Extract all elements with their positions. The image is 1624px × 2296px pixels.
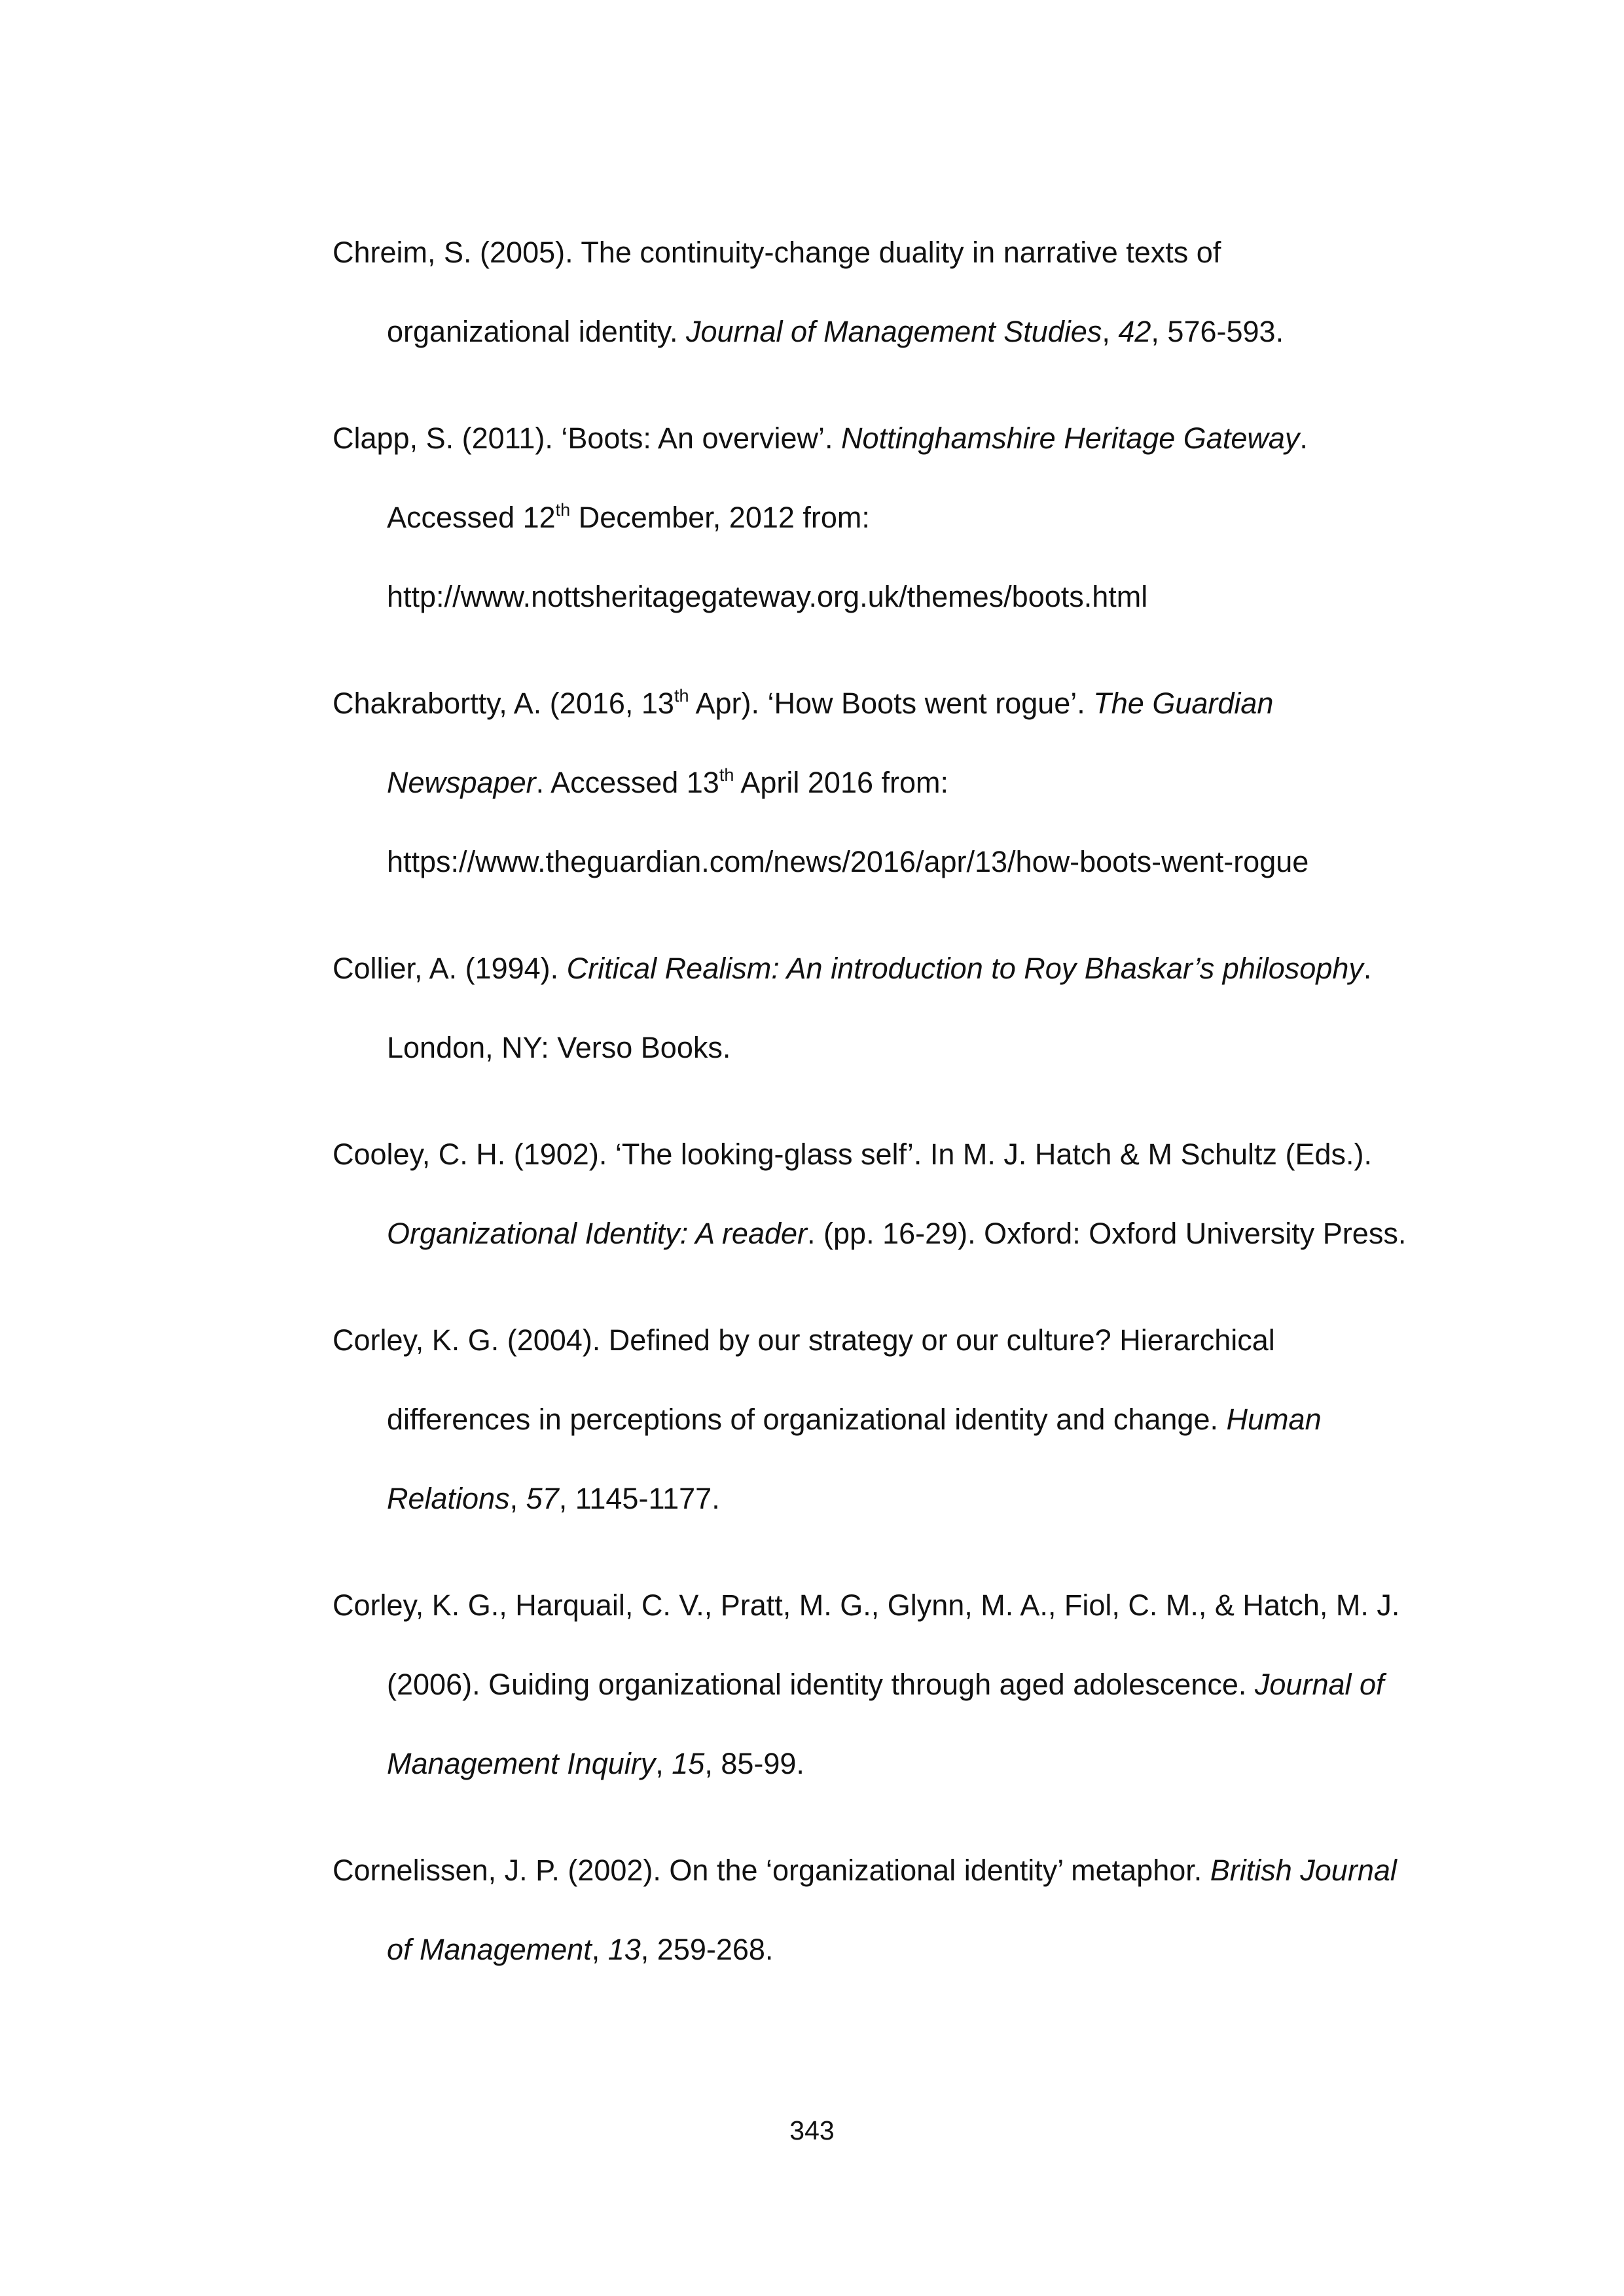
reference-continuation-line [387,1400,1322,1439]
reference-first-line [333,1135,1372,1174]
text-run: . Accessed 13 [535,766,719,799]
italic-text: Critical Realism: An introduction to Roy Bhaskar’s philosophy [566,952,1363,985]
text-run: Apr). ‘How Boots went rogue’. [689,687,1094,720]
text-run: . (pp. 16-29). Oxford: Oxford University Press. [807,1217,1407,1250]
text-run: organizational identity. [387,315,686,348]
reference-continuation-line [387,1214,1406,1253]
text-run: , 85-99. [704,1747,804,1780]
reference-continuation-line [387,1028,731,1067]
text-run: Corley, K. G. (2004). Defined by our strategy or our culture? Hierarchical [333,1323,1275,1357]
italic-text: British Journal [1210,1854,1397,1887]
text-run: Cornelissen, J. P. (2002). On the ‘organizational identity’ metaphor. [333,1854,1210,1887]
reference-first-line [333,684,1273,723]
reference-continuation-line [387,498,870,537]
superscript-text: th [674,686,689,706]
italic-text: Journal of Management Studies [685,315,1102,348]
text-run: , 576-593. [1151,315,1284,348]
text-run: London, NY: Verso Books. [387,1031,731,1064]
superscript-text: th [719,765,734,785]
text-run: Cooley, C. H. (1902). ‘The looking-glass self’. In M. J. Hatch & M Schultz (Eds.). [333,1138,1373,1171]
text-run: , 1145-1177. [558,1482,720,1515]
reference-first-line [333,233,1221,272]
italic-text: Organizational Identity: A reader [387,1217,808,1250]
italic-text: Relations [387,1482,510,1515]
reference-first-line [333,949,1371,988]
italic-text: The Guardian [1093,687,1274,720]
superscript-text: th [555,500,571,520]
reference-first-line [333,1586,1399,1625]
reference-continuation-line [387,1930,773,1969]
text-run: December, 2012 from: [570,501,870,534]
italic-text: Human [1226,1403,1322,1436]
italic-text: Management Inquiry [387,1747,656,1780]
page-number: 343 [789,2115,835,2145]
reference-continuation-line [387,577,1147,617]
text-run: differences in perceptions of organizational identity and change. [387,1403,1227,1436]
italic-text: 15 [672,1747,705,1780]
reference-continuation-line [387,842,1308,882]
text-run: , [655,1747,672,1780]
text-run: , [1102,315,1119,348]
text-run: , [591,1933,608,1966]
reference-continuation-line [387,1479,720,1518]
text-run: , [509,1482,526,1515]
italic-text: Journal of [1254,1668,1384,1701]
text-run: . [1299,422,1308,455]
text-run: (2006). Guiding organizational identity through aged adolescence. [387,1668,1255,1701]
italic-text: 42 [1118,315,1151,348]
reference-continuation-line [387,312,1284,351]
text-run: April 2016 from: [734,766,948,799]
reference-first-line [333,419,1308,458]
text-run: Collier, A. (1994). [333,952,567,985]
text-run: Chreim, S. (2005). The continuity-change duality in narrative texts of [333,236,1221,269]
reference-first-line [333,1321,1275,1360]
italic-text: Nottinghamshire Heritage Gateway [841,422,1300,455]
text-run: Clapp, S. (2011). ‘Boots: An overview’. [333,422,842,455]
reference-continuation-line [387,1744,804,1784]
text-run: http://www.nottsheritagegateway.org.uk/themes/boots.html [387,580,1148,613]
text-run: Corley, K. G., Harquail, C. V., Pratt, M. G., Glynn, M. A., Fiol, C. M., & Hatch, M. J. [333,1588,1400,1622]
reference-continuation-line [387,1665,1384,1704]
italic-text: Newspaper [387,766,536,799]
italic-text: of Management [387,1933,592,1966]
text-run: . [1363,952,1372,985]
text-run: https://www.theguardian.com/news/2016/apr/13/how-boots-went-rogue [387,845,1309,878]
text-run: Chakrabortty, A. (2016, 13 [333,687,674,720]
reference-first-line [333,1851,1397,1890]
reference-continuation-line [387,763,948,802]
text-run: , 259-268. [640,1933,774,1966]
italic-text: 13 [607,1933,641,1966]
italic-text: 57 [526,1482,559,1515]
text-run: Accessed 12 [387,501,556,534]
